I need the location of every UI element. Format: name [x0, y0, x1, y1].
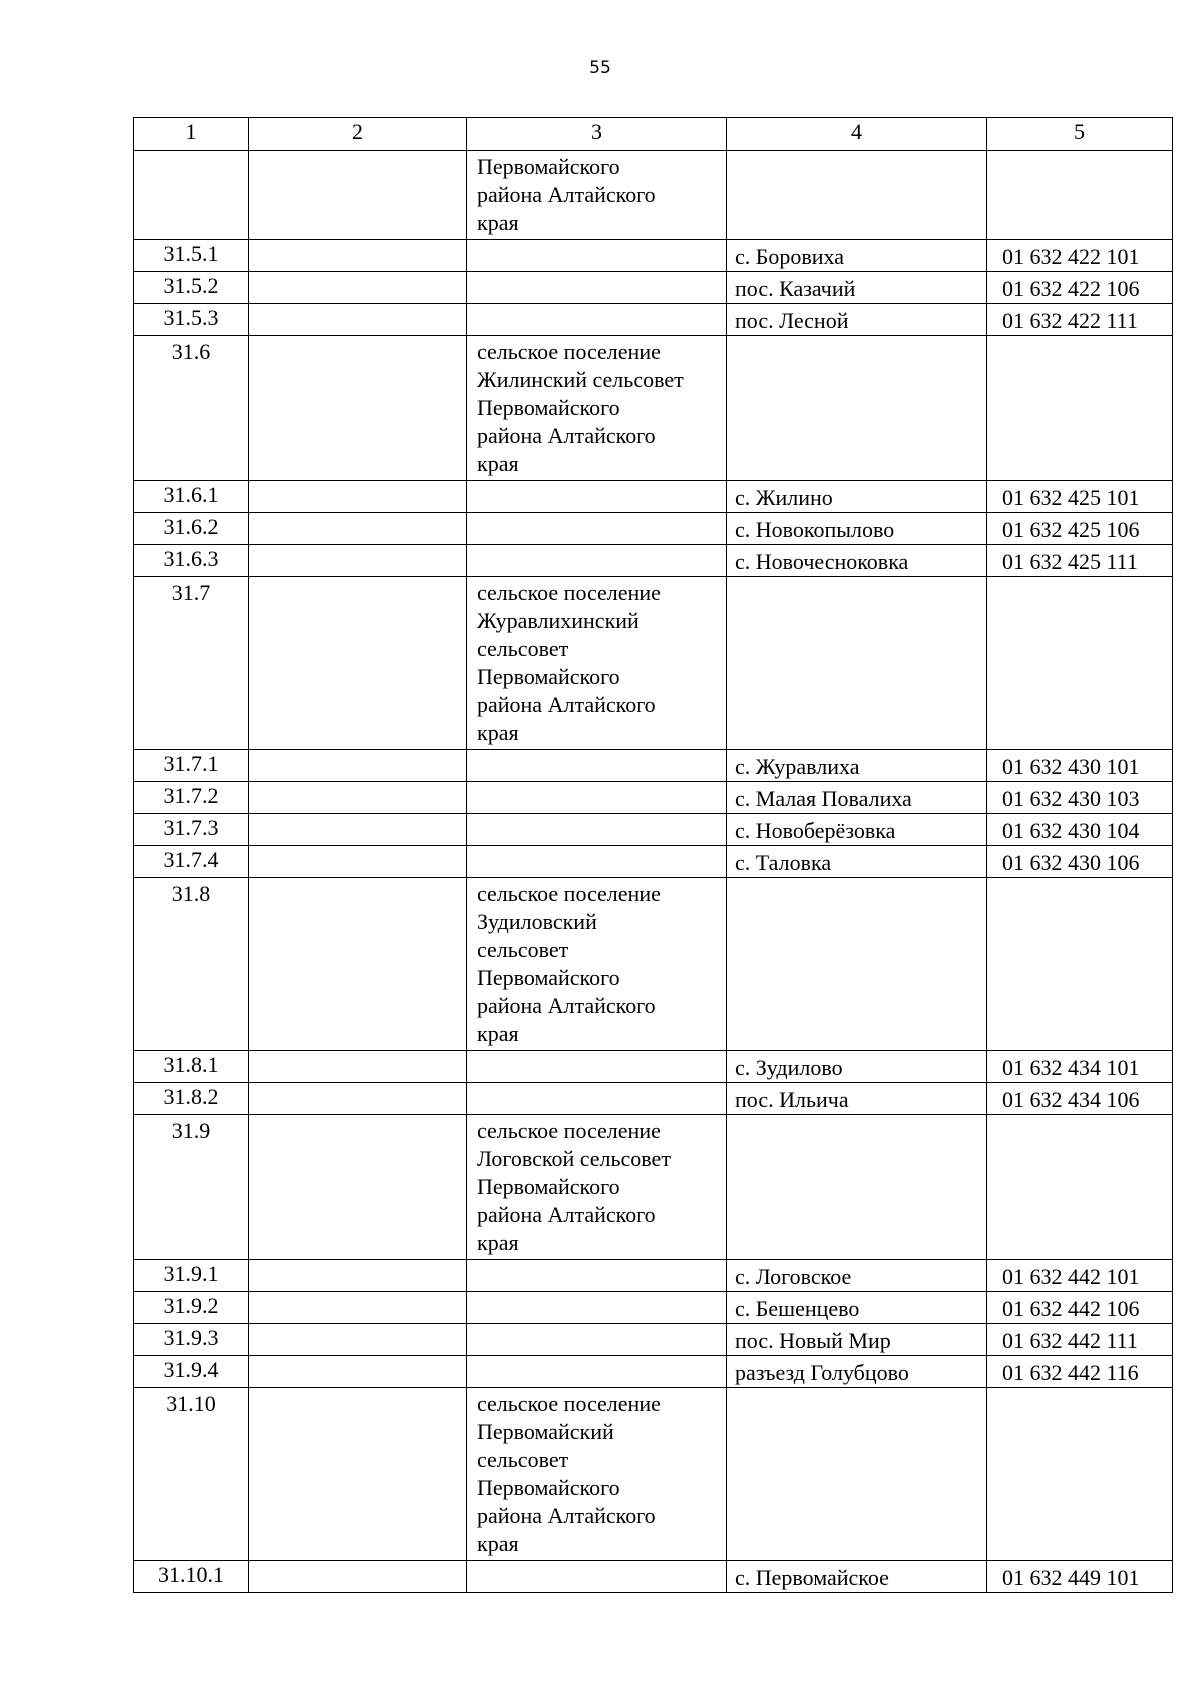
- oktmo-code-cell: 01 632 434 101: [987, 1051, 1173, 1083]
- settlement-name-cell: [467, 750, 727, 782]
- oktmo-code-cell: 01 632 425 111: [987, 545, 1173, 577]
- locality-cell: пос. Ильича: [727, 1083, 987, 1115]
- column-2-cell: [249, 814, 467, 846]
- column-2-cell: [249, 304, 467, 336]
- table-row: [134, 1260, 1173, 1292]
- column-2-cell: [249, 1051, 467, 1083]
- oktmo-code-cell: [987, 151, 1173, 240]
- locality-cell: с. Зудилово: [727, 1051, 987, 1083]
- row-number-cell: 31.6.1: [134, 481, 249, 513]
- column-2-cell: [249, 1561, 467, 1593]
- oktmo-code-cell: 01 632 430 103: [987, 782, 1173, 814]
- row-number-cell: 31.9: [134, 1115, 249, 1260]
- row-number-cell: 31.9.2: [134, 1292, 249, 1324]
- column-2-cell: [249, 1388, 467, 1561]
- column-2-cell: [249, 1083, 467, 1115]
- row-number-cell: 31.5.2: [134, 272, 249, 304]
- column-header: 1: [134, 118, 249, 151]
- table-row: [134, 1324, 1173, 1356]
- settlement-name-cell: [467, 1292, 727, 1324]
- row-number-cell: 31.7: [134, 577, 249, 750]
- settlement-name-cell: [467, 1561, 727, 1593]
- row-number-cell: 31.9.3: [134, 1324, 249, 1356]
- oktmo-code-cell: [987, 577, 1173, 750]
- table-row: [134, 1292, 1173, 1324]
- column-header: 5: [987, 118, 1173, 151]
- table-row: [134, 577, 1173, 750]
- row-number-cell: 31.7.2: [134, 782, 249, 814]
- oktmo-code-cell: 01 632 425 101: [987, 481, 1173, 513]
- settlement-name-cell: [467, 545, 727, 577]
- locality-cell: с. Боровиха: [727, 240, 987, 272]
- settlement-name-cell: [467, 304, 727, 336]
- column-2-cell: [249, 151, 467, 240]
- row-number-cell: 31.8: [134, 878, 249, 1051]
- table-row: [134, 1356, 1173, 1388]
- row-number-cell: 31.8.2: [134, 1083, 249, 1115]
- locality-cell: с. Новочесноковка: [727, 545, 987, 577]
- settlement-name-cell: сельское поселение Первомайский сельсовет Первомайского района Алтайского края: [467, 1388, 727, 1561]
- settlement-name-cell: [467, 272, 727, 304]
- page-number: 55: [589, 58, 611, 78]
- settlement-name-cell: Первомайского района Алтайского края: [467, 151, 727, 240]
- table-row: [134, 1115, 1173, 1260]
- settlement-name-cell: сельское поселение Жилинский сельсовет Первомайского района Алтайского края: [467, 336, 727, 481]
- row-number-cell: 31.6.2: [134, 513, 249, 545]
- locality-cell: с. Бешенцево: [727, 1292, 987, 1324]
- table-row: [134, 814, 1173, 846]
- table-row: [134, 304, 1173, 336]
- column-2-cell: [249, 513, 467, 545]
- oktmo-code-cell: 01 632 422 111: [987, 304, 1173, 336]
- column-2-cell: [249, 782, 467, 814]
- table-row: [134, 750, 1173, 782]
- row-number-cell: [134, 151, 249, 240]
- oktmo-code-cell: 01 632 425 106: [987, 513, 1173, 545]
- row-number-cell: 31.5.3: [134, 304, 249, 336]
- oktmo-code-cell: [987, 1388, 1173, 1561]
- column-2-cell: [249, 1115, 467, 1260]
- locality-cell: с. Логовское: [727, 1260, 987, 1292]
- settlement-name-cell: [467, 513, 727, 545]
- settlement-name-cell: [467, 1356, 727, 1388]
- settlement-name-cell: [467, 1051, 727, 1083]
- row-number-cell: 31.7.1: [134, 750, 249, 782]
- column-2-cell: [249, 481, 467, 513]
- column-2-cell: [249, 577, 467, 750]
- oktmo-code-cell: [987, 878, 1173, 1051]
- oktmo-code-cell: 01 632 422 101: [987, 240, 1173, 272]
- oktmo-code-cell: 01 632 422 106: [987, 272, 1173, 304]
- locality-cell: [727, 151, 987, 240]
- registry-body: [134, 118, 1173, 1593]
- table-row: [134, 272, 1173, 304]
- locality-cell: [727, 577, 987, 750]
- table-row: [134, 151, 1173, 240]
- settlement-name-cell: сельское поселение Зудиловский сельсовет Первомайского района Алтайского края: [467, 878, 727, 1051]
- locality-cell: с. Журавлиха: [727, 750, 987, 782]
- table-header-row: [134, 118, 1173, 151]
- row-number-cell: 31.7.3: [134, 814, 249, 846]
- registry-table: [133, 117, 1173, 1593]
- locality-cell: с. Новоберёзовка: [727, 814, 987, 846]
- locality-cell: с. Новокопылово: [727, 513, 987, 545]
- locality-cell: [727, 1115, 987, 1260]
- column-2-cell: [249, 336, 467, 481]
- table-row: [134, 1051, 1173, 1083]
- locality-cell: пос. Лесной: [727, 304, 987, 336]
- column-2-cell: [249, 1356, 467, 1388]
- oktmo-code-cell: 01 632 442 116: [987, 1356, 1173, 1388]
- column-2-cell: [249, 545, 467, 577]
- row-number-cell: 31.10.1: [134, 1561, 249, 1593]
- oktmo-code-cell: 01 632 430 104: [987, 814, 1173, 846]
- locality-cell: [727, 336, 987, 481]
- table-row: [134, 1083, 1173, 1115]
- column-2-cell: [249, 272, 467, 304]
- table-row: [134, 545, 1173, 577]
- oktmo-code-cell: 01 632 434 106: [987, 1083, 1173, 1115]
- locality-cell: с. Жилино: [727, 481, 987, 513]
- settlement-name-cell: [467, 481, 727, 513]
- oktmo-code-cell: 01 632 442 101: [987, 1260, 1173, 1292]
- locality-cell: с. Таловка: [727, 846, 987, 878]
- settlement-name-cell: [467, 846, 727, 878]
- oktmo-code-cell: [987, 1115, 1173, 1260]
- column-2-cell: [249, 240, 467, 272]
- column-2-cell: [249, 1292, 467, 1324]
- settlement-name-cell: сельское поселение Журавлихинский сельсовет Первомайского района Алтайского края: [467, 577, 727, 750]
- locality-cell: [727, 1388, 987, 1561]
- table-row: [134, 1388, 1173, 1561]
- oktmo-code-cell: 01 632 430 106: [987, 846, 1173, 878]
- table-row: [134, 846, 1173, 878]
- row-number-cell: 31.8.1: [134, 1051, 249, 1083]
- table-row: [134, 336, 1173, 481]
- table-row: [134, 878, 1173, 1051]
- oktmo-code-cell: [987, 336, 1173, 481]
- settlement-name-cell: [467, 1260, 727, 1292]
- oktmo-code-cell: 01 632 442 106: [987, 1292, 1173, 1324]
- settlement-name-cell: [467, 782, 727, 814]
- locality-cell: пос. Казачий: [727, 272, 987, 304]
- column-header: 4: [727, 118, 987, 151]
- row-number-cell: 31.6: [134, 336, 249, 481]
- locality-cell: с. Первомайское: [727, 1561, 987, 1593]
- settlement-name-cell: [467, 1083, 727, 1115]
- locality-cell: пос. Новый Мир: [727, 1324, 987, 1356]
- table-row: [134, 782, 1173, 814]
- column-2-cell: [249, 846, 467, 878]
- row-number-cell: 31.9.4: [134, 1356, 249, 1388]
- locality-cell: [727, 878, 987, 1051]
- settlement-name-cell: [467, 814, 727, 846]
- column-2-cell: [249, 1324, 467, 1356]
- row-number-cell: 31.6.3: [134, 545, 249, 577]
- oktmo-code-cell: 01 632 449 101: [987, 1561, 1173, 1593]
- row-number-cell: 31.5.1: [134, 240, 249, 272]
- row-number-cell: 31.7.4: [134, 846, 249, 878]
- table-row: [134, 1561, 1173, 1593]
- column-header: 3: [467, 118, 727, 151]
- oktmo-code-cell: 01 632 442 111: [987, 1324, 1173, 1356]
- column-header: 2: [249, 118, 467, 151]
- table-row: [134, 240, 1173, 272]
- column-2-cell: [249, 878, 467, 1051]
- row-number-cell: 31.9.1: [134, 1260, 249, 1292]
- table-row: [134, 513, 1173, 545]
- settlement-name-cell: [467, 1324, 727, 1356]
- settlement-name-cell: сельское поселение Логовской сельсовет Первомайского района Алтайского края: [467, 1115, 727, 1260]
- table-row: [134, 481, 1173, 513]
- column-2-cell: [249, 750, 467, 782]
- column-2-cell: [249, 1260, 467, 1292]
- row-number-cell: 31.10: [134, 1388, 249, 1561]
- settlement-name-cell: [467, 240, 727, 272]
- locality-cell: с. Малая Повалиха: [727, 782, 987, 814]
- locality-cell: разъезд Голубцово: [727, 1356, 987, 1388]
- oktmo-code-cell: 01 632 430 101: [987, 750, 1173, 782]
